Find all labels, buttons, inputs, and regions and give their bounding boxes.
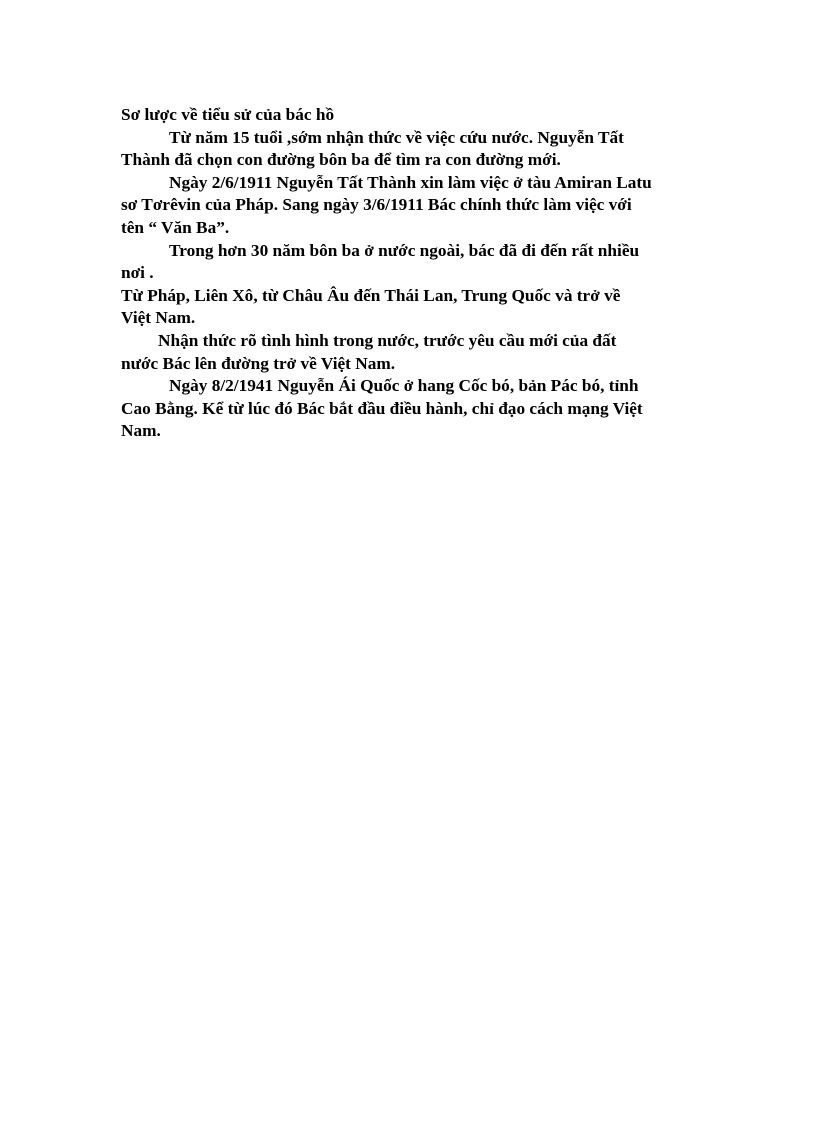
text-line: Nhận thức rõ tình hình trong nước, trước yêu cầu mới của đất [158, 330, 617, 350]
document-body [121, 104, 701, 443]
text-line: Việt Nam. [121, 308, 196, 328]
text-line: nước Bác lên đường trở về Việt Nam. [121, 353, 396, 373]
text-line: nơi . [121, 263, 154, 283]
text-line: Trong hơn 30 năm bôn ba ở nước ngoài, bác đã đi đến rất nhiều [169, 240, 640, 260]
text-line: sơ Tơrêvin của Pháp. Sang ngày 3/6/1911 Bác chính thức làm việc với [121, 195, 632, 215]
text-line: Nam. [121, 421, 161, 441]
text-line: Ngày 8/2/1941 Nguyễn Ái Quốc ở hang Cốc bó, bản Pác bó, tỉnh [169, 376, 639, 396]
document-title: Sơ lược về tiểu sử của bác hồ [121, 105, 335, 124]
text-line: Ngày 2/6/1911 Nguyễn Tất Thành xin làm việc ở tàu Amiran Latu [169, 172, 652, 192]
text-line: Thành đã chọn con đường bôn ba để tìm ra con đường mới. [121, 150, 561, 170]
text-line: Từ năm 15 tuổi ,sớm nhận thức về việc cứu nước. Nguyễn Tất [169, 127, 624, 147]
text-line: Từ Pháp, Liên Xô, từ Châu Âu đến Thái Lan, Trung Quốc và trở về [121, 285, 621, 305]
text-line: tên “ Văn Ba”. [121, 217, 230, 237]
text-line: Cao Bằng. Kể từ lúc đó Bác bắt đầu điều hành, chỉ đạo cách mạng Việt [121, 398, 643, 418]
